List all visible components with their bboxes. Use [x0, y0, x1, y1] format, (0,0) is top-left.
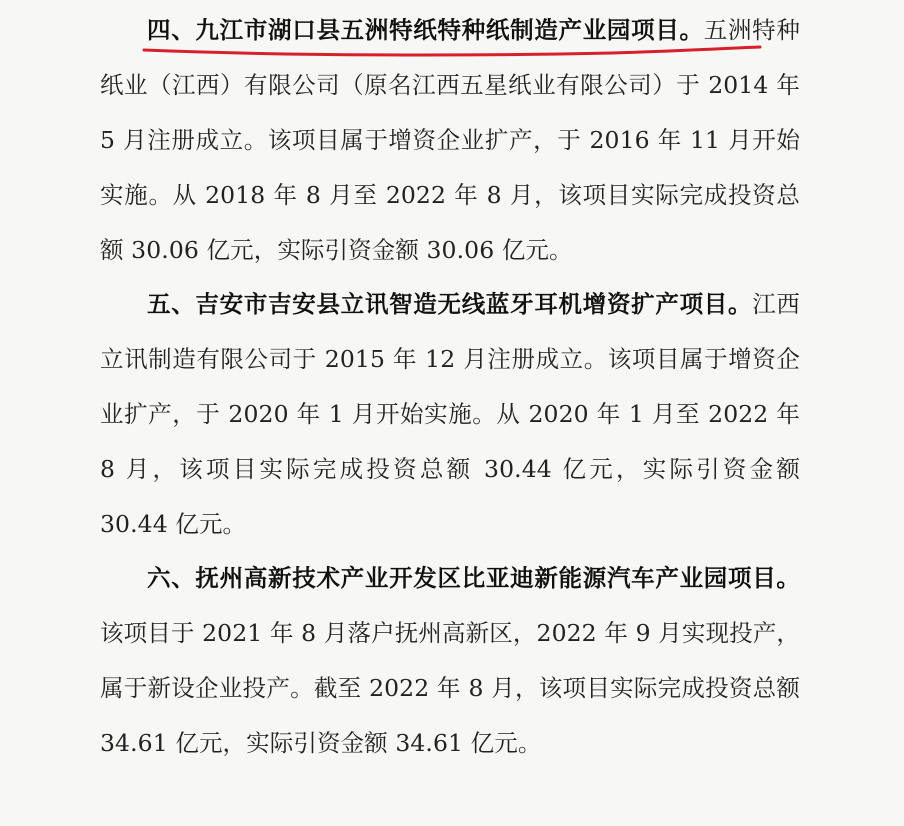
- section-four-paragraph: [100, 3, 800, 278]
- section-four-heading: 四、九江市湖口县五洲特纸特种纸制造产业园项目。: [147, 16, 704, 44]
- section-six-heading: 六、抚州高新技术产业开发区比亚迪新能源汽车产业园项目。: [147, 564, 800, 592]
- section-five-paragraph: [100, 277, 800, 552]
- section-six-paragraph: [100, 551, 800, 771]
- section-five-heading: 五、吉安市吉安县立讯智造无线蓝牙耳机增资扩产项目。: [147, 290, 753, 318]
- section-six-body: 该项目于 2021 年 8 月落户抚州高新区，2022 年 9 月实现投产，属于新设企业投产。截至 2022 年 8 月，该项目实际完成投资总额 34.61 亿元，实际引资金额 34.61 亿元。: [100, 619, 800, 757]
- section-five-body: 江西立讯制造有限公司于 2015 年 12 月注册成立。该项目属于增资企业扩产，于 2020 年 1 月开始实施。从 2020 年 1 月至 2022 年 8 月，该项目实际完成投资总额 30.44 亿元，实际引资金额 30.44 亿元。: [100, 290, 801, 538]
- section-four-body: 五洲特种纸业（江西）有限公司（原名江西五星纸业有限公司）于 2014 年 5 月注册成立。该项目属于增资企业扩产，于 2016 年 11 月开始实施。从 2018 年 8 月至 2022 年 8 月，该项目实际完成投资总额 30.06 亿元，实际引资金额 30.06 亿元。: [100, 16, 800, 264]
